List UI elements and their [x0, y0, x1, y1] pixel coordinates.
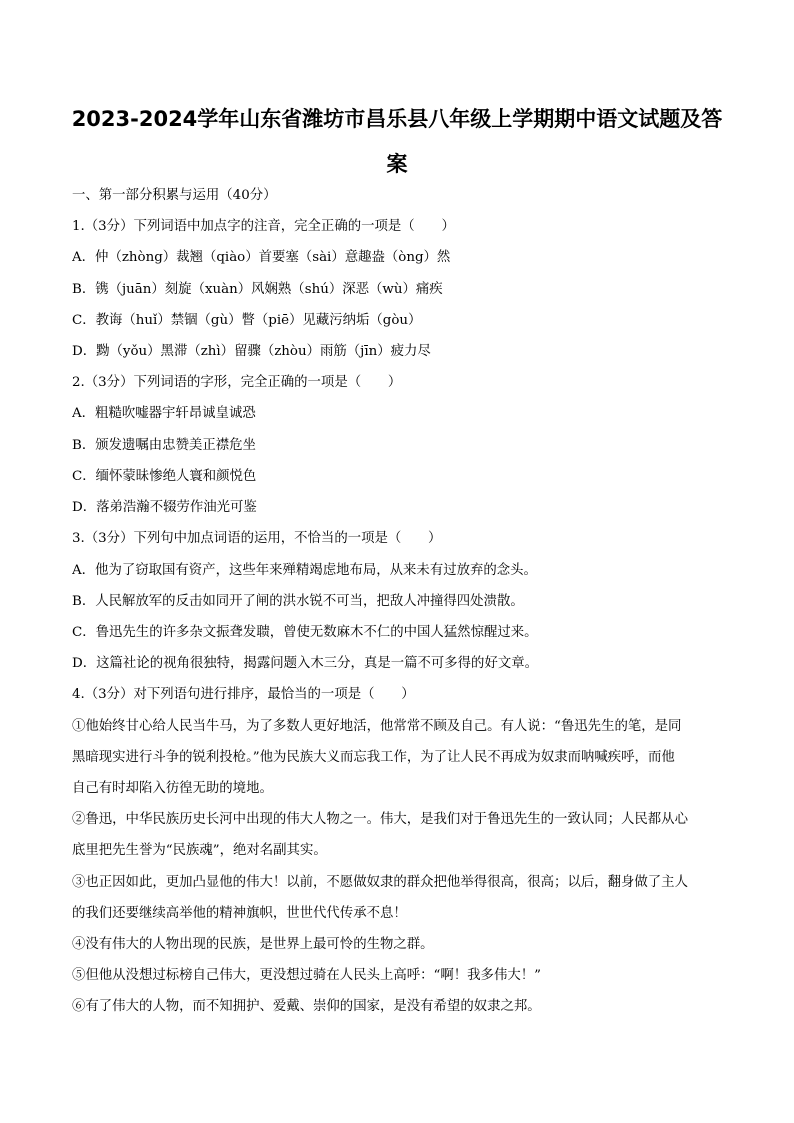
question-4-line-3: 自己有时却陷入彷徨无助的境地。	[72, 781, 273, 796]
question-4-line-5: 底里把先生誉为“民族魂”，绝对名副其实。	[72, 843, 327, 858]
document-title-line-2: 案	[386, 152, 408, 176]
question-2-option-d: D．落弟浩瀚不辍劳作油光可鉴	[72, 500, 257, 515]
question-1-option-b: B．镌（juān）刻旋（xuàn）风娴熟（shú）深恶（wù）痛疾	[72, 282, 443, 297]
question-3-option-b: B．人民解放军的反击如同开了闸的洪水锐不可当，把敌人冲撞得四处溃散。	[72, 594, 524, 609]
question-3-option-c: C．鲁迅先生的许多杂文振聋发聩，曾使无数麻木不仁的中国人猛然惊醒过来。	[72, 625, 538, 640]
question-3-option-d: D．这篇社论的视角很独特，揭露问题入木三分，真是一篇不可多得的好文章。	[72, 656, 539, 671]
question-1-option-c: C．教诲（huǐ）禁锢（gù）瞥（piē）见藏污纳垢（gòu）	[72, 313, 422, 328]
question-2-stem: 2.（3分）下列词语的字形，完全正确的一项是（ ）	[72, 375, 402, 390]
question-4-line-2: 黑暗现实进行斗争的锐利投枪。”他为民族大义而忘我工作，为了让人民不再成为奴隶而呐喊疾呼，而他	[72, 750, 675, 765]
question-1-option-d: D．黝（yǒu）黑滞（zhì）留骤（zhòu）雨筋（jīn）疲力尽	[72, 344, 431, 359]
question-4-line-8: ④没有伟大的人物出现的民族，是世界上最可怜的生物之群。	[72, 937, 434, 952]
question-2-option-b: B．颁发遗嘱由忠赞美正襟危坐	[72, 438, 256, 453]
question-4-stem: 4.（3分）对下列语句进行排序，最恰当的一项是（ ）	[72, 687, 415, 702]
question-3-stem: 3.（3分）下列句中加点词语的运用，不恰当的一项是（ ）	[72, 531, 442, 546]
question-1-stem: 1.（3分）下列词语中加点字的注音，完全正确的一项是（ ）	[72, 219, 455, 234]
question-4-line-9: ⑤但他从没想过标榜自己伟大，更没想过骑在人民头上高呼：“啊！我多伟大！”	[72, 968, 541, 983]
question-2-option-a: A．粗糙吹嘘器宇轩昂诚皇诚恐	[72, 406, 256, 421]
question-4-line-1: ①他始终甘心给人民当牛马，为了多数人更好地活，他常常不顾及自己。有人说：“鲁迅先生的笔，是同	[72, 719, 682, 734]
question-4-line-4: ②鲁迅，中华民族历史长河中出现的伟大人物之一。伟大，是我们对于鲁迅先生的一致认同；人民都从心	[72, 812, 688, 827]
question-4-line-10: ⑥有了伟大的人物，而不知拥护、爱戴、崇仰的国家，是没有希望的奴隶之邦。	[72, 999, 541, 1014]
question-3-option-a: A．他为了窃取国有资产，这些年来殚精竭虑地布局，从来未有过放弃的念头。	[72, 563, 537, 578]
question-4-line-7: 的我们还要继续高举他的精神旗帜，世世代代传承不息！	[72, 906, 407, 921]
question-1-option-a: A．仲（zhòng）裁翘（qiào）首要塞（sài）意趣盎（òng）然	[72, 250, 451, 265]
document-title-line-1: 2023-2024学年山东省潍坊市昌乐县八年级上学期期中语文试题及答	[71, 107, 723, 131]
question-4-line-6: ③也正因如此，更加凸显他的伟大！以前，不愿做奴隶的群众把他举得很高，很高；以后，翻身做了主人	[72, 875, 688, 890]
question-2-option-c: C．缅怀蒙昧惨绝人寰和颜悦色	[72, 469, 257, 484]
section-heading: 一、第一部分积累与运用（40分）	[72, 188, 277, 203]
